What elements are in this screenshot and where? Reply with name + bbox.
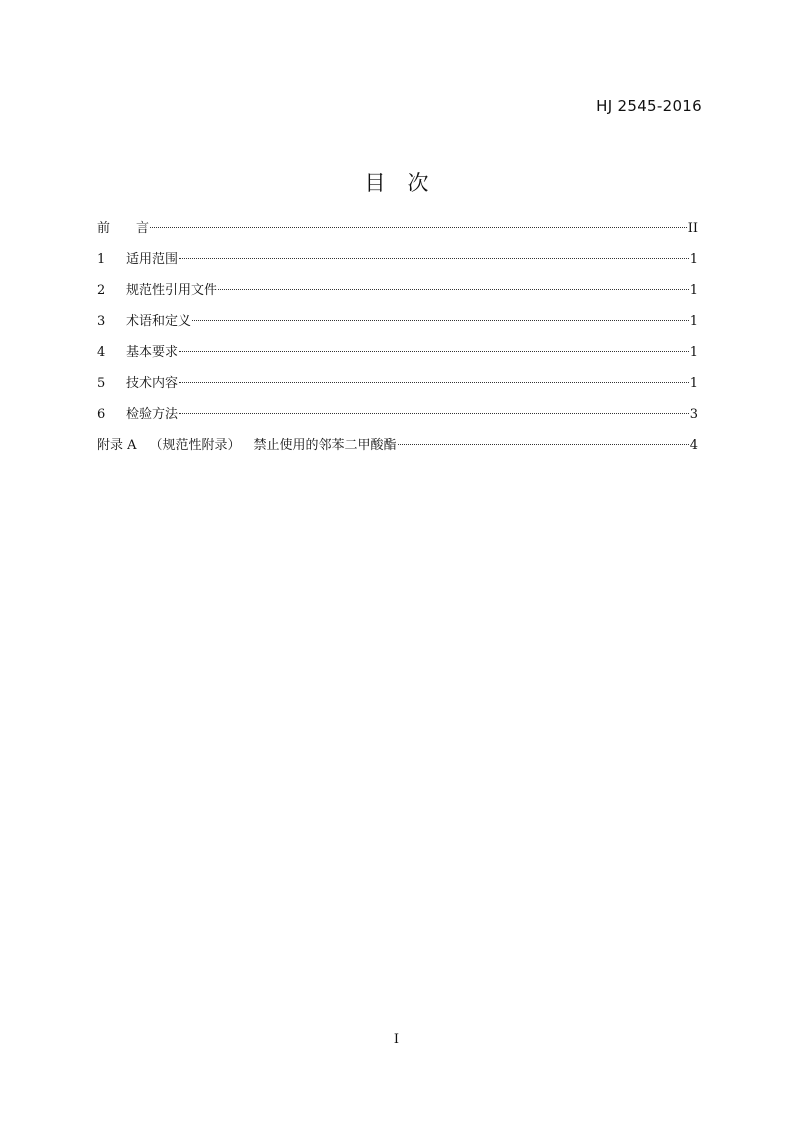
toc-entry-page: 1 — [689, 345, 698, 360]
toc-entry-test-methods[interactable] — [97, 405, 698, 436]
toc-entry-label: 检验方法 — [126, 407, 179, 422]
leader-dots — [179, 351, 689, 352]
toc-entry-number: 4 — [97, 345, 106, 360]
toc-entry-label: 前 言 — [97, 221, 150, 236]
toc-list — [97, 219, 698, 467]
toc-entry-label: 附录 A （规范性附录） 禁止使用的邻苯二甲酸酯 — [97, 438, 397, 453]
toc-entry-page: 1 — [689, 283, 698, 298]
toc-entry-technical-content[interactable] — [97, 374, 698, 405]
leader-dots — [150, 227, 687, 228]
toc-entry-foreword[interactable] — [97, 219, 698, 250]
leader-dots — [398, 444, 689, 445]
toc-entry-label: 技术内容 — [126, 376, 179, 391]
toc-entry-label: 基本要求 — [126, 345, 179, 360]
toc-entry-label: 规范性引用文件 — [126, 283, 218, 298]
toc-entry-number: 3 — [97, 314, 106, 329]
toc-entry-number: 1 — [97, 252, 106, 267]
toc-entry-appendix-a[interactable] — [97, 436, 698, 467]
toc-entry-scope[interactable] — [97, 250, 698, 281]
toc-title-char: 目 — [364, 171, 386, 195]
toc-entry-label: 术语和定义 — [126, 314, 192, 329]
toc-title-char: 次 — [407, 171, 429, 195]
toc-entry-page: 1 — [689, 252, 698, 267]
toc-entry-page: II — [687, 221, 698, 236]
toc-entry-number: 5 — [97, 376, 106, 391]
toc-entry-basic-requirements[interactable] — [97, 343, 698, 374]
leader-dots — [179, 413, 689, 414]
toc-entry-page: 4 — [689, 438, 698, 453]
toc-entry-terms-definitions[interactable] — [97, 312, 698, 343]
toc-entry-page: 1 — [689, 376, 698, 391]
leader-dots — [218, 289, 689, 290]
toc-entry-number: 6 — [97, 407, 106, 422]
toc-entry-page: 3 — [689, 407, 698, 422]
toc-entry-number: 2 — [97, 283, 106, 298]
toc-title — [0, 169, 793, 197]
toc-entry-label: 适用范围 — [126, 252, 179, 267]
standard-code: HJ 2545-2016 — [596, 97, 702, 115]
leader-dots — [179, 258, 689, 259]
toc-entry-page: 1 — [689, 314, 698, 329]
page-number: I — [393, 1032, 400, 1047]
leader-dots — [179, 382, 689, 383]
toc-entry-normative-references[interactable] — [97, 281, 698, 312]
leader-dots — [192, 320, 689, 321]
